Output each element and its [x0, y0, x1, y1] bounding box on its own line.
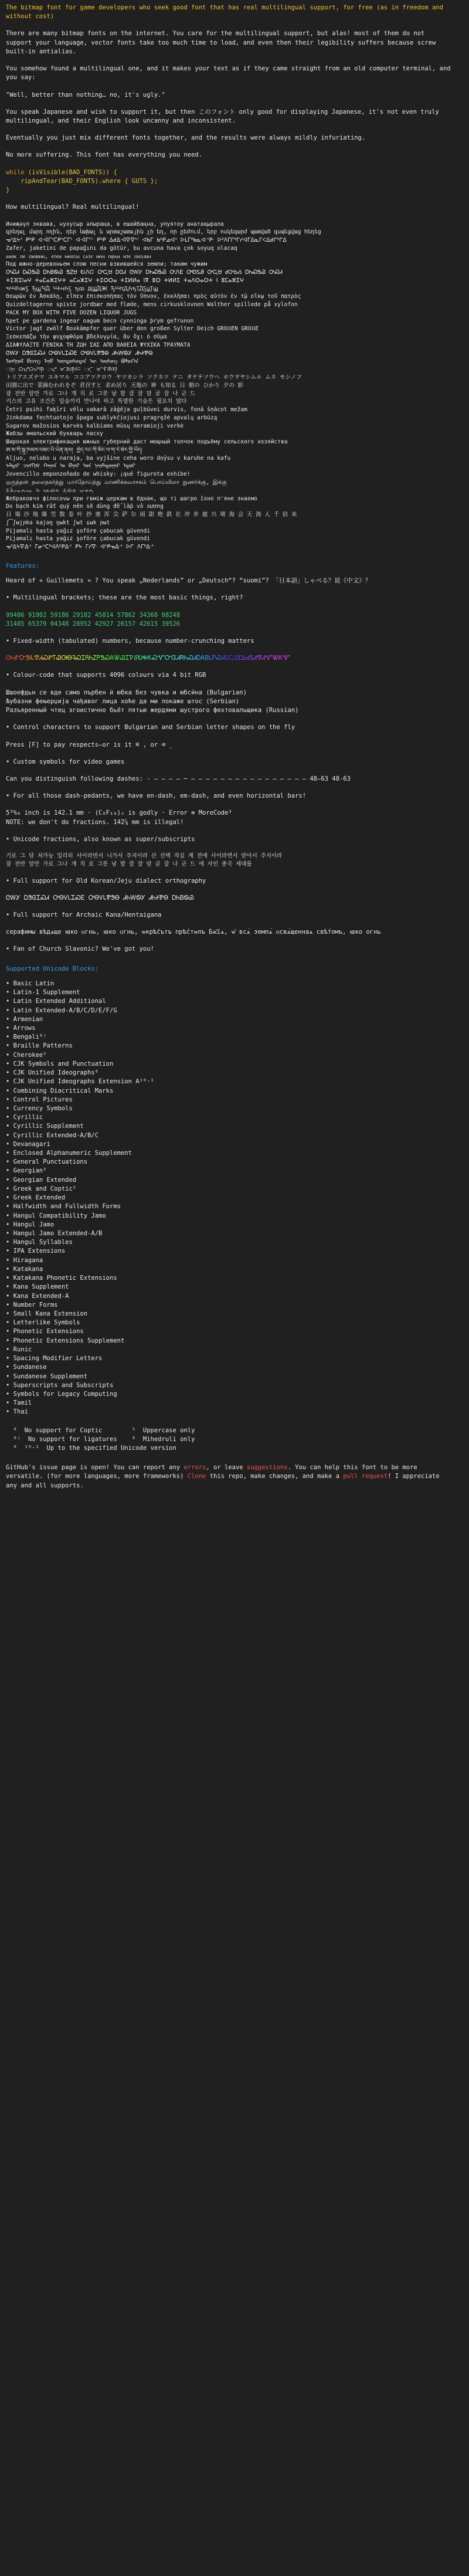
- pangram-line: Ξεσκεπάζω τὴν ψυχοφθόρα βδελυγμία, ἄν ὄχι ὁ σῦμα: [6, 334, 167, 341]
- gradient-glyph: Ꮝ: [104, 655, 110, 662]
- superscript-note: • Unicode fractions, also known as super/subscripts: [6, 835, 195, 843]
- gradient-glyph: Ꮲ: [212, 655, 216, 662]
- unicode-block-item: • CJK Unified Ideographs Extension A¹⁰·¹: [6, 1078, 154, 1086]
- control-note: • Control characters to support Bulgarian and Serbian letter shapes on the fly: [6, 724, 295, 731]
- gradient-glyph: Ꮈ: [72, 655, 76, 662]
- pangram-line: Широкая электрификация южных губерний даст мощный толчок подъёму сельского хозяйства: [6, 439, 288, 446]
- pangram-line: Под южно-деревоньем спою песни взвившейся земли; таким чужим: [6, 261, 208, 268]
- gradient-glyph: Ꮄ: [134, 655, 138, 662]
- gradient-glyph: Ꮧ: [39, 655, 43, 662]
- unicode-block-item: • IPA Extensions: [6, 1248, 66, 1255]
- unicode-block-item: • Katakana: [6, 1265, 43, 1273]
- gradient-glyph: Ꮎ: [67, 655, 72, 662]
- suggestions-link[interactable]: suggestions: [246, 1464, 288, 1472]
- unicode-block-item: • Thai: [6, 1408, 28, 1416]
- gradient-glyph: Ꮝ: [188, 655, 193, 662]
- gradient-glyph: Ꮱ: [257, 655, 262, 662]
- unicode-block-item: • Spacing Modifier Letters: [6, 1355, 103, 1362]
- colour-note: • Colour-code that supports 4096 colours via 4 bit RGB: [6, 672, 206, 679]
- unicode-block-item: • Halfwidth and Fullwidth Forms: [6, 1203, 121, 1211]
- intro-paragraph-4: Eventually you just mix different fonts together, and the results were always mildly infuriating.: [6, 134, 366, 142]
- unicode-block-item: • Armenian: [6, 1015, 43, 1023]
- tabular-note: • Fixed-width (tabulated) numbers, because number-crunching matters: [6, 637, 254, 645]
- korean-line-2: 잠 전반 앞만 가로 그나 걔 직 로 그릇 남 발 잘 잘 맘 굴 잘 나 군 드 에 사인 종국 세대를: [6, 860, 252, 867]
- tabular-numbers-2: 31485 65379 04348 28952 42927 26157 42615 39526: [6, 620, 181, 628]
- legend-line: ⁶⁾ No support for ligatures ⁶ Mihedruli only: [6, 1435, 195, 1443]
- unicode-block-item: • Hangul Jamo: [6, 1221, 55, 1228]
- gradient-glyph: Ᏻ: [171, 655, 177, 662]
- pangram-line: ᎤᏍᏗ ᎠᏍᎦᏯ ᎠᏂᏴᏫᏯ ᎦᏃᏌ ᎧᏁᏨ ᎤᏩᏌ ᎠᏣᏗ ᏣᎳᎩ ᎠᏂᏍᎦᏯ ᎤᏁᎬ ᎤᏬᏚᎯ ᎤᏩᏌ ᏧᏅᏏᏱ ᎠᏂᏍᎦᏯ ᎤᏍᏗ: [6, 269, 283, 276]
- dashes-line: Can you distinguish following dashes: ‐ – — ‒ ― − – – – – – – – – – – – – – – – – 48–63 48‑63: [6, 775, 351, 782]
- unicode-block-item: • Letterlike Symbols: [6, 1319, 80, 1327]
- gradient-glyph: Ᏺ: [85, 655, 89, 662]
- footer-text-2: , or leave: [206, 1464, 247, 1472]
- slavonic-note: • Fan of Church Slavonic? We've got you!: [6, 945, 154, 953]
- gradient-glyph: Ꮕ: [164, 655, 172, 662]
- quote: "Well, better than nothing… no, it's ugly.": [6, 91, 165, 99]
- pangram-line: PACK MY BOX WITH FIVE DOZEN LIQUOR JUGS: [6, 309, 137, 316]
- footer-text-5: ! I appreciate any and all supports.: [6, 1473, 440, 1489]
- unicode-block-item: • Cherokee⁵: [6, 1051, 47, 1059]
- unicode-block-list: [6, 979, 451, 1417]
- clone-link[interactable]: Clone: [187, 1473, 206, 1480]
- gradient-glyph: Ꮙ: [157, 655, 165, 662]
- gradient-glyph: Ꮶ: [147, 655, 152, 662]
- gradient-glyph: Ꮷ: [246, 655, 250, 662]
- unicode-block-item: • Tamil: [6, 1399, 32, 1407]
- pangram-line: ᓀᐦᐃᔭᐍᐏᐣ ᒥᓂᐢᑕᐦᐊᐱᐦᑭᐏᐣ ᑭᔭ ᒥᓯᐁᐧ ᐊᐢᑭᓀᐃᐧᐣ ᐅᒋ ᐱᒥᐦᐃᐧᐣ: [6, 544, 154, 551]
- unicode-block-item: • Cyrillic: [6, 1114, 43, 1121]
- pull-request-link[interactable]: pull request: [343, 1473, 388, 1480]
- code-line-3: }: [6, 187, 10, 194]
- gradient-glyph: Ꮚ: [120, 655, 125, 662]
- intro-paragraph-1: There are many bitmap fonts on the internet. You care for the multilingual support, but alas! most of them do not support your language, vector fonts take too much time to load, and even then their legibility suffers because screw built-in antialias.: [6, 30, 436, 55]
- pangram-line: 日 場 沙 地 爆 雪 散 卷 叶 抄 塞 浑 尖 萨 尔 雨 甜 绝 鉄 在 冲 乡 鹿 兴 堵 海 会 天 海 人 千 倍 来: [6, 511, 297, 518]
- unicode-block-item: • Cyrillic Extended-A/B/C: [6, 1131, 99, 1139]
- gradient-glyph: Ꮳ: [235, 655, 239, 662]
- unicode-block-item: • Greek Extended: [6, 1194, 66, 1202]
- pangram-line: Жебраковчэ філосоvы при гвміж церкам в ёднак, що ті шагро їхно п'яне знаємо: [6, 495, 257, 502]
- pangram-line: Жабзы ямальский букварь пасху: [6, 431, 103, 438]
- press-line: Press [F] to pay respects—or is it ⌘ , or ⌫ _: [6, 741, 173, 748]
- gradient-glyph: Ꮧ: [176, 655, 180, 662]
- pangram-line: 田園に出で 菜摘むわれをぞ 君召すと 求め居り 天地の 神 も知る 日 朝の ひかり 夕の 影: [6, 382, 243, 389]
- unicode-block-item: • Combining Diacritical Marks: [6, 1087, 114, 1094]
- gradient-glyph: Ꮝ: [75, 655, 81, 662]
- footer-paragraph: [6, 1463, 451, 1490]
- unicode-block-item: • Sundanese: [6, 1364, 47, 1371]
- unicode-block-item: • Symbols for Legacy Computing: [6, 1390, 117, 1398]
- gradient-glyph: Ꮹ: [229, 655, 235, 662]
- gradient-glyph: Ꮳ: [6, 655, 11, 662]
- unicode-block-item: • Phonetic Extensions: [6, 1328, 84, 1336]
- unicode-block-item: • Georgian Extended: [6, 1176, 77, 1184]
- gradient-glyph: Ꮲ: [96, 655, 101, 662]
- unicode-block-item: • Katakana Phonetic Extensions: [6, 1275, 117, 1282]
- pangram-line: Иниҗәүл эквава, нухусыр әлыраңа, в ешайбаңна, упуятоу анатақырала: [6, 221, 224, 228]
- pangram-line: トリアエズナマ ユキマル ココアツクロウ ヤツカシラ ソクネツ ケニ タケテソウヘ ホウヲヤシムル ムネ モシノフ: [6, 374, 302, 381]
- unicode-block-item: • Phonetic Extensions Supplement: [6, 1337, 125, 1344]
- colour-gradient-text: [6, 654, 451, 663]
- unicode-block-item: • CJK Symbols and Punctuation: [6, 1060, 114, 1067]
- gradient-glyph: Ꮓ: [93, 655, 97, 662]
- gradient-glyph: Ꮪ: [225, 655, 229, 662]
- unicode-block-item: • Enclosed Alphanumeric Supplement: [6, 1150, 132, 1157]
- gradient-glyph: Ꮝ: [42, 655, 49, 662]
- errors-link[interactable]: errors: [183, 1464, 206, 1472]
- gradient-glyph: Ꮿ: [56, 655, 62, 662]
- unicode-block-item: • Sundanese Supplement: [6, 1372, 88, 1380]
- gradient-glyph: Ꮙ: [265, 655, 273, 662]
- tabular-numbers-1: 99486 91902 59186 29182 45814 57862 34368 08248: [6, 611, 181, 619]
- unicode-block-item: • Arrows: [6, 1024, 36, 1032]
- pangram-line: Pijamalı hasta yağız şoföre çabucak güvendi: [6, 527, 150, 534]
- pangram-line: ʃ͡ʃʉjɲkə kajəŋ ŋʉkt ʃʉt ɕʉk ɲʉt: [6, 519, 110, 526]
- gradient-glyph: Ꮒ: [10, 655, 14, 662]
- gradient-glyph: Ꮶ: [278, 655, 283, 662]
- pangram-line: Jovencillo emponzoñado de whisky: ¡qué figurota exhibe!: [6, 471, 191, 478]
- gradient-glyph: Ꭺ: [200, 655, 205, 662]
- footnote-legend: [6, 1426, 451, 1453]
- intro-tagline: The bitmap font for game developers who seek good font that has real multilingual support, for free (as in freedom and without cost): [6, 4, 443, 21]
- gradient-glyph: Ꭺ: [110, 655, 114, 662]
- unicode-block-item: • Hangul Syllables: [6, 1239, 73, 1246]
- unicode-block-item: • Number Forms: [6, 1301, 58, 1309]
- unicode-block-item: • Devanagari: [6, 1140, 50, 1148]
- unicode-block-item: • Control Pictures: [6, 1096, 73, 1103]
- gradient-glyph: Ꮢ: [179, 655, 184, 662]
- russian-line: Разъяренный чтец эгоистично бьёт пятью жердями шустрого фехтовальщика (Russian): [6, 707, 299, 714]
- unicode-block-item: • Superscripts and Subscripts: [6, 1381, 114, 1389]
- pangram-line: ⵜⵉⴼⵉⵏⴰⵖ ⵜⴰⵎⴰⵣⵉⵖⵜ ⴰⵎⴰⵣⵉⵖ ⵜⵉⵔⵔⴰ ⵜⵉⵍⵍⴰ ⵏⴳ ⵓⵔ ⵜⵍⵍⵉ ⵜⴰⴷⵔⴰⵔⵜ ⵏ ⵓⵎⴰⵣⵉⵖ: [6, 277, 244, 284]
- gradient-glyph: Ꮒ: [183, 655, 188, 662]
- multilingual-question: How multilingual? Real multilingual!: [6, 204, 140, 211]
- pangram-line: 키스의 고유 조건은 입술끼리 만나야 하고 특별한 기술은 필요치 않다: [6, 398, 187, 405]
- pangram-line: ΔΙΑΦΥΛΑΞΤΕ ΓΕΝΙΚΑ ΤΗ ΖΩΗ ΣΑΣ ΑΠΟ ΒΑΘΕΙΑ ΨΥΧΙΚΑ ΤΡΑΥΜΑΤΑ: [6, 341, 191, 348]
- pangram-line: ᠠᠯᠳᠠᠷ ᠴᠢᠩᠭᠢᠰ ᠬᠠᠭᠠᠨ ᠤ ᠪᠠᠶᠠᠷ ᠤᠨ ᠨᠠᠢᠮᠠᠳᠤᠭᠠᠷ ᠡᠳᠦᠷ: [6, 463, 135, 470]
- gradient-glyph: Ꭷ: [137, 655, 143, 662]
- superscript-line-2: NOTE: we don't do fractions. 142⅞ mm is illegal!: [6, 818, 184, 826]
- unicode-block-item: • Cyrillic Supplement: [6, 1123, 84, 1130]
- gradient-glyph: Ꮴ: [129, 655, 134, 662]
- gradient-glyph: Ꮟ: [242, 655, 247, 662]
- code-block: [6, 168, 451, 195]
- pangram-line: Jinkdama fechtuotojo špaga sublykčiojusi pragręžė apvalų arbūzą: [6, 414, 217, 421]
- pangram-line: Sugarov mažosios karvės kalbiams mūsų neramioji verkė: [6, 422, 184, 429]
- archaic-kana-line: ᏣᎳᎩ ᎠᏕᎶᏆᏍᏗ ᎤᎾᏙᏓᏆᏍᎬ ᎤᎾᏙᏓᏈᏕᎾ ᏗᏂᎳᏫᎩ ᏗᏂᏐᏈᎾ ᎠᏂᏴᏫᏯ: [6, 894, 194, 901]
- footer-text-1: GitHub's issue page is open! You can report any: [6, 1464, 184, 1472]
- unicode-block-item: • Small Kana Extension: [6, 1310, 88, 1317]
- pangram-line: ᓀᐦᐃᔭᐤ ᑭᐦᑭ ᐊᐧᐋᒥᐢᑕᑭᐢᑕᒥᐣ ᐊᐧᐋᒥᐢᐠ ᑭᐦᑭ ᐃᑯᐃᐧᐋᐍᐁᐢᐟ ᐊᑲᒥ ᑲᐦᑭᓄᐊᐣ ᐅᒪᒥᐦᑲᓇᐘᐢᑭᐧ ᐅᐦᐱᒥᒋᐦᒋᓯᐊᒥᐃᓇᒥᐸᐃᑯᒋᐦᒋᐃ: [6, 237, 287, 244]
- unicode-block-item: • Runic: [6, 1345, 32, 1353]
- unicode-block-item: • Latin Extended Additional: [6, 998, 106, 1005]
- pangram-line: hpet pe gardena ingear oagum becn cynninga þrym gefrunon: [6, 317, 194, 324]
- gradient-glyph: Ꮒ: [89, 655, 93, 662]
- intro-paragraph-3: You speak Japanese and wish to support it, but then このフォント only good for displaying Japanese, it's not even truly multilingual, and their English look uncanny and inconsistent.: [6, 108, 439, 124]
- gradient-glyph: Ꮭ: [239, 655, 243, 662]
- gradient-glyph: Ꮥ: [25, 655, 30, 662]
- gradient-glyph: Ꮱ: [34, 655, 39, 662]
- gradient-glyph: Ꮙ: [283, 655, 290, 662]
- features-heading: Features:: [6, 562, 39, 570]
- pangram-line: Do bạch kim rất quý nên sẽ dùng để lắp vô xương: [6, 503, 164, 510]
- symbols-note: • Custom symbols for video games: [6, 758, 125, 765]
- gradient-glyph: Ꭵ: [29, 655, 31, 662]
- intro-paragraph-5: No more suffering. This font has everything you need.: [6, 151, 203, 159]
- pangram-line: ꚓꚆꚔꚅꚂ ꚊꚗꚒꚀ ꚆꚇꚔꚂ ꚋꚙ ꚁꚖꚀꚄ ꚊꚆꚍꚈꚔꚋꚌꚀꚂꚏꚐꚗ: [6, 285, 158, 292]
- gradient-glyph: Ꭲ: [52, 655, 56, 662]
- pangram-line: Pijamalı hasta yağız şoföre çabucak güvendi: [6, 535, 150, 543]
- gradient-glyph: Ꮧ: [193, 655, 197, 662]
- code-keyword: while: [6, 168, 25, 176]
- unicode-block-item: • Currency Symbols: [6, 1104, 73, 1112]
- gradient-glyph: Ꮊ: [61, 655, 67, 662]
- gradient-glyph: Ꮖ: [125, 655, 130, 662]
- unicode-block-item: • Georgian⁵: [6, 1167, 47, 1175]
- gradient-glyph: Ꮥ: [100, 655, 104, 662]
- pangram-line: Θεωρῶν ἐν Ἀσκάλῃ, εἶπεν ἐπισκοπήσας τὸν ὕπνον, ἐκκλῆσαι πρὸς αὐτὸν ἐν τῷ οἴκῳ τοῦ πατρὸς: [6, 293, 301, 300]
- unicode-block-item: • Latin-1 Supplement: [6, 989, 80, 996]
- bulgarian-line: Шшоефдьн се вде само пърбен ѝ юбка без чувка и юбсйна (Bulgarian): [6, 689, 247, 696]
- unicode-block-item: • General Punctuations: [6, 1158, 88, 1166]
- slavonic-line: серафимы вѣдѧще ꙗко ѻгнь, ꙗко ѻгнь, ѡкрѣ́сътъ прѣ́стѡлъ Бж҃їѧ, ѡ̆ всѧ̀ землѧ̀ ѻсвѧ́щеннаѧ свѣ́томъ, ꙗко огнь: [6, 928, 381, 936]
- footer-text-4: this repo, make changes, and make a: [206, 1473, 344, 1480]
- legend-line: ⁰ No support for Coptic ⁵ Uppercase only: [6, 1426, 195, 1434]
- unicode-block-item: • Greek and Coptic⁵: [6, 1185, 77, 1192]
- unicode-block-item: • Kana Extended-A: [6, 1292, 69, 1300]
- archaic-kana-note: • Full support for Archaic Kana/Hentaigana: [6, 911, 162, 919]
- pangram-line: ⲁⲛⲟⲕ ⲡⲉ ⲡⲓⲉⲃⲓⲏⲛ, ⲉⲧⲉⲛ ⲙⲉⲛⲧⲁⲓ ⲥⲁⲧⲉ ⲛⲉⲙ ⲡⲓⲣⲁⲛ ⲛⲧⲉ ⲡⲓⲟⲩⲱⲙ: [6, 253, 151, 260]
- unicode-block-item: • CJK Unified Ideographs⁶: [6, 1069, 99, 1077]
- gradient-glyph: Ꮝ: [216, 655, 222, 662]
- gradient-glyph: Ꮣ: [30, 655, 35, 662]
- pangram-line: ᜀᜅ᜔ ᜊᜌ᜔ᜊᜌᜒᜈ᜔ ᜀᜌ᜔ ᜋᜄᜈ᜔ᜇ ᜀᜆ᜔ ᜋᜎᜒᜈᜒᜐ᜔: [6, 366, 117, 373]
- guillemets-line: Heard of « Guillemets » ? You speak „Nederlands” or „Deutsch“? “suomi”? 「日本語」しゃべる？说《中文》？: [6, 577, 372, 585]
- gradient-glyph: Ꮧ: [253, 655, 257, 662]
- pangram-line: Četri psihi faķīri vēlu vakarā zāģēja guļbūvei durvis, fonā šņācot mežam: [6, 406, 247, 413]
- pangram-line: Zafer, jaketini de papağını da götür, bu avcuna hava çok soyuq olacaq: [6, 245, 237, 252]
- dashes-note: • For all those dash-pedants, we have en-dash, em-dash, and even horizontal bars!: [6, 792, 307, 800]
- pangram-line: ཨ་མ་གི་སྐུ་ཁམས་བཟང་པོ་ཡིན་ནམ། ཁྱེད་རང་གི་མིང་ལ་ག་རེ་ཟེར་གྱི་ཡོད།: [6, 446, 142, 453]
- gradient-glyph: Ꮣ: [209, 655, 212, 662]
- pangram-line: Quizdeltagerne spiste jordbær med fløde, mens cirkusklovnen Walther spillede på xylofon: [6, 301, 298, 309]
- unicode-block-item: • Hiragana: [6, 1256, 43, 1264]
- unicode-block-item: • Hangul Jamo Extended-A/B: [6, 1230, 103, 1238]
- footer-text-3: . You can help this font to be more versatile. (for more languages, more frameworks): [6, 1464, 417, 1480]
- pangram-line: Victor jagt zwölf Boxkämpfer quer über den großen Sylter Deich GROẞEN GROẞE: [6, 326, 259, 333]
- gradient-glyph: Ꮖ: [81, 655, 86, 662]
- pangram-list: [6, 221, 451, 551]
- unicode-block-item: • Hangul Compatibility Jamo: [6, 1212, 106, 1219]
- gradient-glyph: Ꮕ: [19, 655, 26, 662]
- unicode-block-item: • Basic Latin: [6, 979, 55, 987]
- legend-line: ⁶ ¹⁰·¹ Up to the specified Unicode version: [6, 1445, 176, 1452]
- korean-line-1: 기로 그 닦 처가능 일리히 사이라면서 니가서 주지이라 산 선택 적실 계 전에 사이라면서 받아서 주지이라: [6, 853, 283, 860]
- intro-paragraph-2: You somehow found a multilingual one, and it makes your text as if they came straight from an old computer terminal, and you say:: [6, 65, 451, 82]
- gradient-glyph: Ꮤ: [272, 655, 278, 662]
- gradient-glyph: Ꮤ: [114, 655, 120, 662]
- gradient-glyph: Ꮪ: [250, 655, 254, 662]
- unicode-block-item: • Kana Supplement: [6, 1283, 69, 1291]
- pangram-line: գրեղալ մարդ ոդին, դեր նախալ և արտաշատային չի եղ, որ ըեժում, երբ ոսկեզարժ պատված զսպեցվաց հեղեց: [6, 229, 321, 236]
- unicode-block-item: • Latin Extended-A/B/C/D/E/F/G: [6, 1006, 117, 1014]
- unicode-block-item: • Bengali⁶⁾: [6, 1033, 47, 1041]
- brackets-note: • Multilingual brackets; these are the most basic things, right?: [6, 594, 243, 602]
- code-line-1: (isVisible(BAD_FONTS)) {: [24, 168, 117, 176]
- gradient-glyph: Ᏼ: [205, 655, 209, 662]
- pangram-line: ᨅᨗᨊᨛᨕᨈᨕ ᨑᨗ ᨊᨙᨁᨑ ᨅᨘᨁᨗᨔ ᨆᨀᨈᨘ: [6, 487, 94, 494]
- superscript-line-1: 5³%₀ inch is 142.1 mm · (C₈F₁₈)ₙ is godly · Error ≡ MoreCode³: [6, 809, 232, 817]
- gradient-glyph: Ꮉ: [13, 655, 19, 662]
- pangram-line: ᠮᠣᠩᠭᠣᠯ ᠪᠢᠴᠢᠭ ᠮᠠᠨᠤ ᠦᠨᠳᠦᠰᠦᠲᠡᠨ ᠦ ᠦᠰᠦᠭ ᠪᠤᠯᠤᠨ᠎ᠠ: [6, 358, 139, 365]
- serbian-line: Љубазни фењерџија чађавог лица хоће да ми покаже штос (Serbian): [6, 697, 240, 705]
- gradient-glyph: Ꮧ: [222, 655, 225, 662]
- gradient-glyph: Ꮧ: [261, 655, 266, 662]
- gradient-glyph: Ꮡ: [48, 655, 53, 662]
- korean-note: • Full support for Old Korean/Jeju dialect orthography: [6, 877, 206, 884]
- gradient-glyph: Ꭽ: [142, 655, 148, 662]
- code-line-2: ripAndTear(BAD_FONTS).where { GUTS };: [6, 177, 158, 185]
- pangram-line: ஒருத்தன் தலைநகர்த்து மார்தோய்ந்து மாணிக்கவாசகம் பொய்யிலா நுணர்க்கு, இக்கு: [6, 479, 227, 486]
- gradient-glyph: Ꭰ: [196, 655, 201, 662]
- pangram-line: 잠 전반 앞만 가로 그나 걔 직 로 그릇 남 발 잘 잘 맘 굴 잘 나 군 드: [6, 390, 196, 397]
- blocks-heading: Supported Unicode Blocks:: [6, 965, 99, 972]
- pangram-line: Aljuo, nelobo u naraja, ba vyjšine ceha woro doÿsu v karuhe na kafu: [6, 455, 231, 462]
- gradient-glyph: Ꮝ: [151, 655, 158, 662]
- pangram-line: ᏣᎳᎩ ᎠᏕᎶᏆᏍᏗ ᎤᎾᏙᏓᏆᏍᎬ ᎤᎾᏙᏓᏈᏕᎾ ᏗᏂᎳᏫᎩ ᏗᏂᏐᏈᎾ: [6, 350, 153, 357]
- unicode-block-item: • Braille Patterns: [6, 1042, 73, 1050]
